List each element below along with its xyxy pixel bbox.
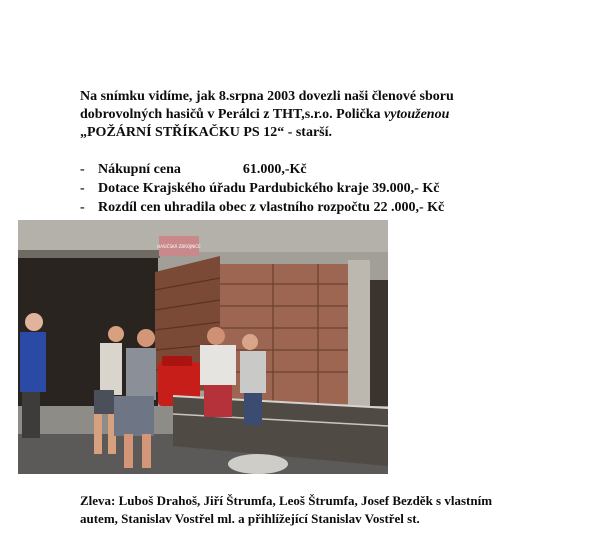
intro-line-3: „POŽÁRNÍ STŘÍKAČKU PS 12“ - starší. xyxy=(80,125,333,140)
cost-item-difference xyxy=(80,198,560,217)
intro-line-1: Na snímku vidíme, jak 8.srpna 2003 dovezli naši členové sboru xyxy=(80,89,454,104)
list-dash: - xyxy=(80,162,85,177)
cost-list xyxy=(80,160,560,217)
difference-text: Rozdíl cen uhradila obec z vlastního rozpočtu 22 .000,- Kč xyxy=(98,200,445,215)
intro-line-2 xyxy=(80,106,560,124)
cost-item-subsidy xyxy=(80,179,560,198)
photo-caption xyxy=(80,492,580,528)
event-photo xyxy=(18,220,388,474)
purchase-price-label: Nákupní cena xyxy=(98,162,181,177)
intro-paragraph xyxy=(80,88,560,142)
photo-sign-text: HASIČSKÁ ZBROJNICE xyxy=(157,244,201,249)
caption-line-2: autem, Stanislav Vostřel ml. a přihlížející Stanislav Vostřel st. xyxy=(80,511,420,526)
caption-line-1: Zleva: Luboš Drahoš, Jiří Štrumfa, Leoš Štrumfa, Josef Bezděk s vlastním xyxy=(80,493,493,508)
intro-line-2-text: dobrovolných hasičů v Perálci z THT,s.r.o. Polička xyxy=(80,107,385,122)
list-dash: - xyxy=(80,181,85,196)
subsidy-text: Dotace Krajského úřadu Pardubického kraje 39.000,- Kč xyxy=(98,181,440,196)
cost-item-purchase xyxy=(80,160,560,179)
purchase-price-value: 61.000,-Kč xyxy=(242,162,307,177)
intro-line-2-italic: vytouženou xyxy=(384,107,450,122)
list-dash: - xyxy=(80,200,85,215)
